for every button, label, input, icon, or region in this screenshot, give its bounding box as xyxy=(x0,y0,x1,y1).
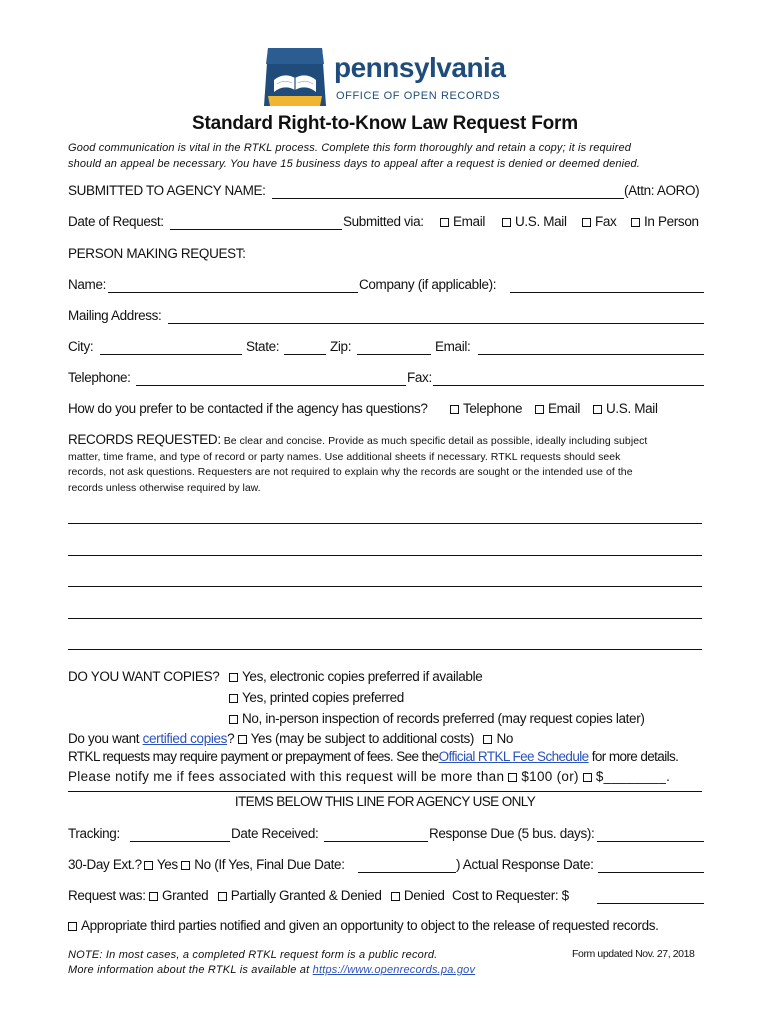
certified-row: Do you want certified copies? Yes (may be subject to additional costs) No xyxy=(68,731,513,746)
state-field[interactable] xyxy=(284,354,326,355)
checkbox-icon[interactable] xyxy=(68,922,77,931)
mailing-label: Mailing Address: xyxy=(68,308,162,323)
checkbox-icon[interactable] xyxy=(535,405,544,414)
third-parties-option[interactable]: Appropriate third parties notified and given an opportunity to object to the release of requested records. xyxy=(68,918,659,933)
checkbox-icon[interactable] xyxy=(440,218,449,227)
denied-option[interactable]: Denied xyxy=(391,888,445,903)
date-received-label: Date Received: xyxy=(231,826,319,841)
checkbox-icon[interactable] xyxy=(631,218,640,227)
city-field[interactable] xyxy=(100,354,242,355)
records-line-2: matter, time frame, and type of record or party names. Use additional sheets if necessary. RTKL requests should seek xyxy=(68,450,621,463)
checkbox-icon[interactable] xyxy=(582,218,591,227)
checkbox-icon[interactable] xyxy=(149,892,158,901)
intro-line-1: Good communication is vital in the RTKL process. Complete this form thoroughly and retain a copy; it is required xyxy=(68,142,631,154)
date-field[interactable] xyxy=(170,229,342,230)
agency-use-divider xyxy=(68,791,702,792)
records-heading: RECORDS REQUESTED: xyxy=(68,432,221,447)
checkbox-icon[interactable] xyxy=(218,892,227,901)
fee-other-option[interactable]: $________. xyxy=(583,769,670,784)
oor-logo xyxy=(262,44,512,108)
checkbox-icon[interactable] xyxy=(483,735,492,744)
date-label: Date of Request: xyxy=(68,214,164,229)
agency-name-field[interactable] xyxy=(272,198,624,199)
agency-attn: (Attn: AORO) xyxy=(624,183,700,198)
name-field[interactable] xyxy=(108,292,358,293)
records-entry-line-2[interactable] xyxy=(68,555,702,556)
contact-question: How do you prefer to be contacted if the agency has questions? xyxy=(68,401,428,416)
checkbox-icon[interactable] xyxy=(502,218,511,227)
records-paragraph xyxy=(68,432,708,496)
response-due-field[interactable] xyxy=(597,841,704,842)
copies-printed-option[interactable]: Yes, printed copies preferred xyxy=(229,690,404,705)
submitted-via-label: Submitted via: xyxy=(343,214,424,229)
copies-inspection-option[interactable]: No, in-person inspection of records preferred (may request copies later) xyxy=(229,711,645,726)
fax-label: Fax: xyxy=(407,370,432,385)
footer-more-info: More information about the RTKL is available at https://www.openrecords.pa.gov xyxy=(68,964,476,976)
records-line-4: records unless otherwise required by law. xyxy=(68,481,261,494)
zip-field[interactable] xyxy=(357,354,431,355)
contact-telephone-option[interactable]: Telephone xyxy=(450,401,522,416)
mailing-field[interactable] xyxy=(168,323,704,324)
logo-wordmark: pennsylvania xyxy=(334,52,506,83)
contact-mail-option[interactable]: U.S. Mail xyxy=(593,401,658,416)
records-entry-line-4[interactable] xyxy=(68,618,702,619)
city-label: City: xyxy=(68,339,94,354)
actual-response-label: ) Actual Response Date: xyxy=(456,857,594,872)
logo-subtitle: OFFICE OF OPEN RECORDS xyxy=(336,90,501,102)
records-entry-line-5[interactable] xyxy=(68,649,702,650)
name-label: Name: xyxy=(68,277,107,292)
cost-field[interactable] xyxy=(597,903,704,904)
checkbox-icon[interactable] xyxy=(229,694,238,703)
tracking-field[interactable] xyxy=(130,841,230,842)
email-field[interactable] xyxy=(478,354,704,355)
telephone-label: Telephone: xyxy=(68,370,131,385)
contact-email-option[interactable]: Email xyxy=(535,401,580,416)
records-line-3: records, not ask questions. Requesters are not required to explain why the records are sought or the intended use of the xyxy=(68,466,633,478)
copies-electronic-option[interactable]: Yes, electronic copies preferred if available xyxy=(229,669,482,684)
partial-option[interactable]: Partially Granted & Denied xyxy=(218,888,382,903)
keystone-book-icon xyxy=(262,44,328,108)
certified-no-option[interactable]: No xyxy=(483,731,513,746)
fee-100-option[interactable]: $100 (or) xyxy=(508,769,578,784)
checkbox-icon[interactable] xyxy=(450,405,459,414)
checkbox-icon[interactable] xyxy=(229,715,238,724)
extension-row: 30-Day Ext.? Yes No (If Yes, Final Due Date: xyxy=(68,857,345,872)
via-in-person-option[interactable]: In Person xyxy=(631,214,699,229)
records-entry-line-1[interactable] xyxy=(68,523,702,524)
granted-option[interactable]: Granted xyxy=(149,888,208,903)
checkbox-icon[interactable] xyxy=(391,892,400,901)
date-received-field[interactable] xyxy=(324,841,428,842)
tracking-label: Tracking: xyxy=(68,826,120,841)
request-was-row: Request was: Granted Partially Granted & Denied Denied Cost to Requester: $ xyxy=(68,888,569,903)
via-email-option[interactable]: Email xyxy=(440,214,485,229)
agency-use-banner: ITEMS BELOW THIS LINE FOR AGENCY USE ONLY xyxy=(234,794,536,809)
fees-row: RTKL requests may require payment or prepayment of fees. See theOfficial RTKL Fee Schedule for more details. xyxy=(68,749,679,764)
response-due-label: Response Due (5 bus. days): xyxy=(429,826,595,841)
company-label: Company (if applicable): xyxy=(359,277,497,292)
records-entry-line-3[interactable] xyxy=(68,586,702,587)
fax-field[interactable] xyxy=(433,385,704,386)
checkbox-icon[interactable] xyxy=(583,773,592,782)
intro-line-2: should an appeal be necessary. You have 15 business days to appeal after a request is denied or deemed denied. xyxy=(68,158,640,170)
oor-website-link[interactable]: https://www.openrecords.pa.gov xyxy=(312,964,476,976)
person-heading: PERSON MAKING REQUEST: xyxy=(68,246,246,261)
checkbox-icon[interactable] xyxy=(593,405,602,414)
via-mail-option[interactable]: U.S. Mail xyxy=(502,214,567,229)
checkbox-icon[interactable] xyxy=(181,861,190,870)
certified-copies-link[interactable]: certified copies xyxy=(142,731,228,746)
copies-question: DO YOU WANT COPIES? xyxy=(68,669,220,684)
form-updated: Form updated Nov. 27, 2018 xyxy=(572,948,695,960)
checkbox-icon[interactable] xyxy=(238,735,247,744)
agency-name-label: SUBMITTED TO AGENCY NAME: xyxy=(68,183,266,198)
notify-row: Please notify me if fees associated with this request will be more than $100 (or) $________. xyxy=(68,769,671,784)
zip-label: Zip: xyxy=(330,339,352,354)
records-line-1: Be clear and concise. Provide as much specific detail as possible, ideally including subject xyxy=(223,435,648,447)
footer-note: NOTE: In most cases, a completed RTKL request form is a public record. xyxy=(68,949,438,961)
via-fax-option[interactable]: Fax xyxy=(582,214,616,229)
checkbox-icon[interactable] xyxy=(508,773,517,782)
company-field[interactable] xyxy=(510,292,704,293)
fee-schedule-link[interactable]: Official RTKL Fee Schedule xyxy=(438,749,589,764)
final-due-date-field[interactable] xyxy=(358,872,456,873)
email-label: Email: xyxy=(435,339,471,354)
certified-yes-option[interactable]: Yes (may be subject to additional costs) xyxy=(238,731,474,746)
checkbox-icon[interactable] xyxy=(229,673,238,682)
checkbox-icon[interactable] xyxy=(144,861,153,870)
actual-response-field[interactable] xyxy=(598,872,704,873)
telephone-field[interactable] xyxy=(136,385,406,386)
state-label: State: xyxy=(246,339,280,354)
page-title: Standard Right-to-Know Law Request Form xyxy=(192,113,578,134)
